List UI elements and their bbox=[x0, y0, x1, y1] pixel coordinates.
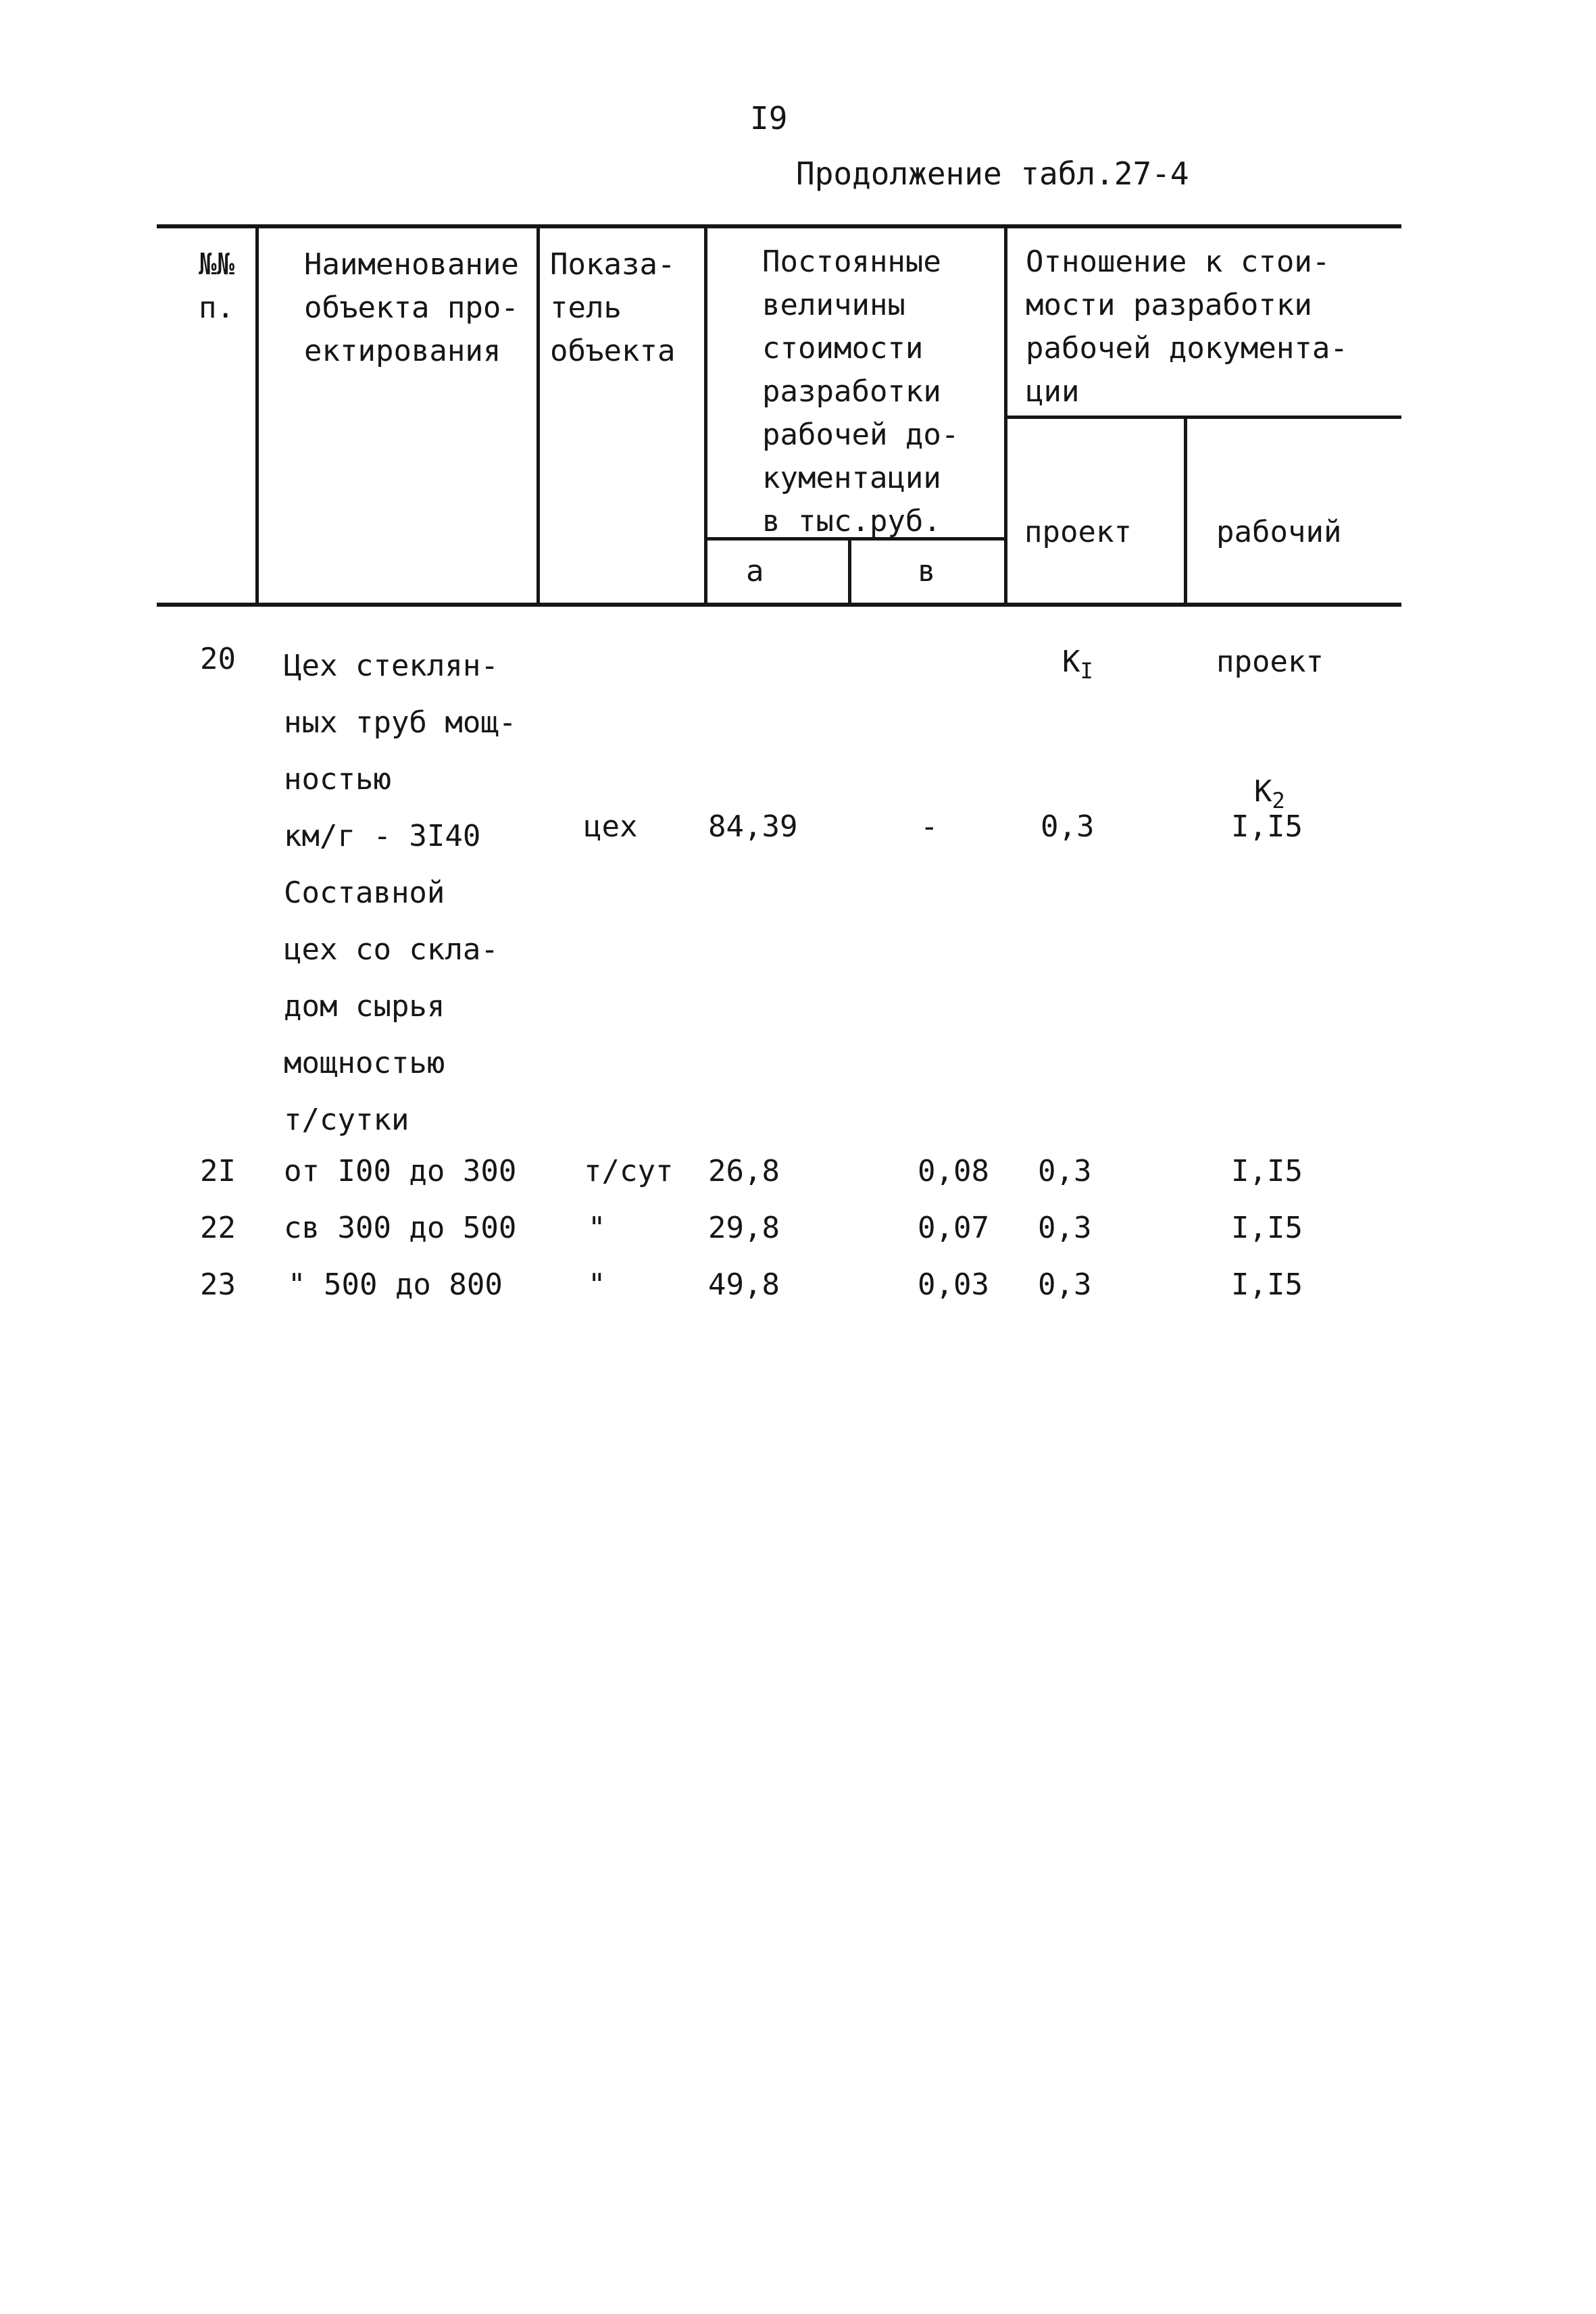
header-col-indicator: Показа- тель объекта bbox=[550, 247, 676, 368]
col-divider-4 bbox=[1004, 224, 1007, 607]
row-22-b: 0,07 bbox=[918, 1211, 989, 1245]
col-divider-3 bbox=[704, 224, 707, 607]
header-col-name: Наименование объекта про- ектирования bbox=[304, 247, 519, 368]
row-23-a: 49,8 bbox=[708, 1267, 780, 1302]
row-22-name: св 300 до 500 bbox=[284, 1211, 517, 1245]
row-22-k1: 0,3 bbox=[1038, 1211, 1092, 1245]
row-20-num: 20 bbox=[200, 642, 236, 676]
row-20-k1: 0,3 bbox=[1041, 809, 1095, 844]
row-21-num: 2I bbox=[200, 1154, 236, 1188]
header-col-const: Постоянные величины стоимости разработки рабочей до- кументации в тыс.руб. bbox=[762, 245, 959, 538]
row-23-b: 0,03 bbox=[918, 1267, 989, 1302]
row-20-b: - bbox=[920, 809, 939, 844]
row-20-a: 84,39 bbox=[708, 809, 798, 844]
row-22-indicator: " bbox=[588, 1211, 606, 1245]
ratio-subheader-rule bbox=[1007, 416, 1401, 419]
row-23-indicator: " bbox=[588, 1267, 606, 1302]
header-col-ratio: Отношение к стои- мости разработки рабочей документа- ции bbox=[1026, 245, 1348, 409]
row-22-k2: I,I5 bbox=[1231, 1211, 1303, 1245]
row-21-indicator: т/сут bbox=[584, 1154, 674, 1188]
table-top-rule bbox=[157, 224, 1401, 228]
header-sub-b: в bbox=[918, 554, 936, 588]
col-divider-ab bbox=[848, 538, 851, 607]
row-23-k1: 0,3 bbox=[1038, 1267, 1092, 1302]
header-sub-k1: проект $К_I$ bbox=[1024, 515, 1132, 684]
page-number: I9 bbox=[750, 100, 788, 136]
row-23-name: " 500 до 800 bbox=[288, 1267, 503, 1302]
row-20-indicator: цех bbox=[584, 809, 638, 844]
header-bottom-rule bbox=[157, 603, 1401, 607]
row-22-num: 22 bbox=[200, 1211, 236, 1245]
table-caption: Продолжение табл.27-4 bbox=[796, 155, 1189, 192]
row-21-k1: 0,3 bbox=[1038, 1154, 1092, 1188]
row-21-k2: I,I5 bbox=[1231, 1154, 1303, 1188]
header-col-num: №№ п. bbox=[199, 247, 234, 325]
header-sub-a: а bbox=[746, 554, 764, 588]
row-20-name: Цех стеклян- ных труб мощ- ностью км/г - 3I40 bbox=[284, 649, 517, 853]
col-divider-1 bbox=[255, 224, 259, 607]
group-title: Составной цех со скла- дом сырья мощностью т/сутки bbox=[284, 876, 499, 1137]
row-23-num: 23 bbox=[200, 1267, 236, 1302]
row-21-a: 26,8 bbox=[708, 1154, 780, 1188]
col-divider-k bbox=[1184, 417, 1187, 607]
row-21-name: от I00 до 300 bbox=[284, 1154, 517, 1188]
row-23-k2: I,I5 bbox=[1231, 1267, 1303, 1302]
row-21-b: 0,08 bbox=[918, 1154, 989, 1188]
header-sub-k2: рабочий проект $К_2$ bbox=[1216, 515, 1342, 813]
row-22-a: 29,8 bbox=[708, 1211, 780, 1245]
col-divider-2 bbox=[537, 224, 540, 607]
row-20-k2: I,I5 bbox=[1231, 809, 1303, 844]
